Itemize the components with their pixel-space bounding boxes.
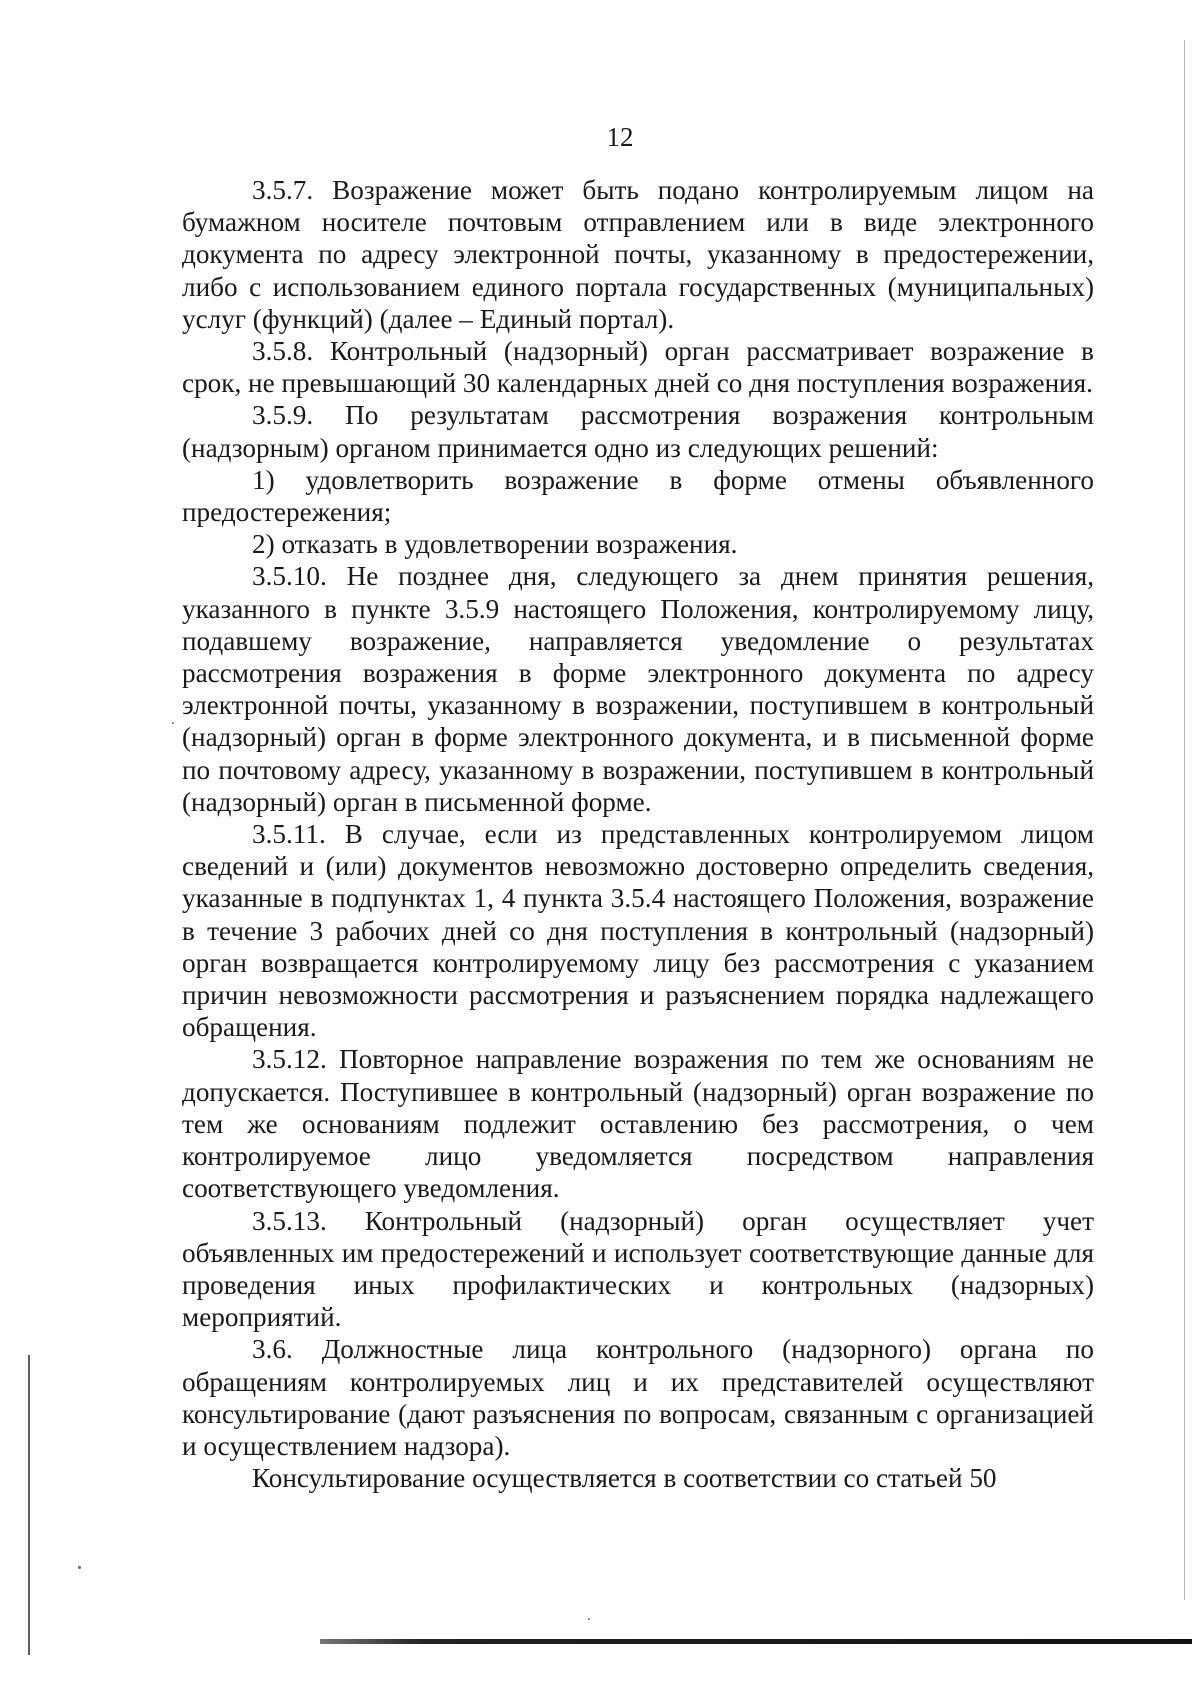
paragraph-3-5-12: 3.5.12. Повторное направление возражения по тем же основаниям не допускается. Поступившее в контрольный (надзорный) орган возражение по тем же основаниям подлежит оставлению без рассмотрения, о чем контролируемое лицо уведомляется посредством направления соответствующего уведомления. [182,1044,1094,1204]
list-item-1: 1) удовлетворить возражение в форме отмены объявленного предостережения; [182,464,1094,528]
paragraph-3-5-10: 3.5.10. Не позднее дня, следующего за днем принятия решения, указанного в пункте 3.5.9 настоящего Положения, контролируемому лицу, подавшему возражение, направляется уведомление о результатах рассмотрения возражения в форме электронного документа по адресу электронной почты, указанному в возражении, поступившем в контрольный (надзорный) орган в форме электронного документа, и в письменной форме по почтовому адресу, указанному в возражении, поступившем в контрольный (надзорный) орган в письменной форме. [182,561,1094,817]
paragraph-3-5-13: 3.5.13. Контрольный (надзорный) орган осуществляет учет объявленных им предостережений и использует соответствующие данные для проведения иных профилактических и контрольных (надзорных) мероприятий. [182,1205,1094,1333]
scan-edge-right [1184,40,1185,1600]
page-number: 12 [606,122,634,152]
scan-speck [78,1566,81,1569]
paragraph-3-5-11: 3.5.11. В случае, если из представленных контролируемом лицом сведений и (или) документов невозможно достоверно определить сведения, указанные в подпунктах 1, 4 пункта 3.5.4 настоящего Положения, возражение в течение 3 рабочих дней со дня поступления в контрольный (надзорный) орган возвращается контролируемому лицу без рассмотрения с указанием причин невозможности рассмотрения и разъяснением порядка надлежащего обращения. [182,819,1094,1043]
paragraph-consultation: Консультирование осуществляется в соответствии со статьей 50 [252,1463,997,1494]
scan-edge-left [28,1355,30,1655]
scan-edge-bottom [320,1639,1192,1644]
document-body [182,174,1094,1494]
scan-speck [588,1618,590,1620]
list-item-2: 2) отказать в удовлетворении возражения. [252,529,738,560]
paragraph-3-5-9: 3.5.9. По результатам рассмотрения возражения контрольным (надзорным) органом принимается одно из следующих решений: [182,400,1094,463]
paragraph-3-5-8: 3.5.8. Контрольный (надзорный) орган рассматривает возражение в срок, не превышающий 30 календарных дней со дня поступления возражения. [182,336,1094,399]
scan-speck [172,722,174,724]
paragraph-3-6: 3.6. Должностные лица контрольного (надзорного) органа по обращениям контролируемых лиц и их представителей осуществляют консультирование (дают разъяснения по вопросам, связанным с организацией и осуществлением надзора). [182,1334,1094,1461]
paragraph-3-5-7: 3.5.7. Возражение может быть подано контролируемым лицом на бумажном носителе почтовым отправлением или в виде электронного документа по адресу электронной почты, указанному в предостережении, либо с использованием единого портала государственных (муниципальных) услуг (функций) (далее – Единый портал). [182,175,1094,334]
